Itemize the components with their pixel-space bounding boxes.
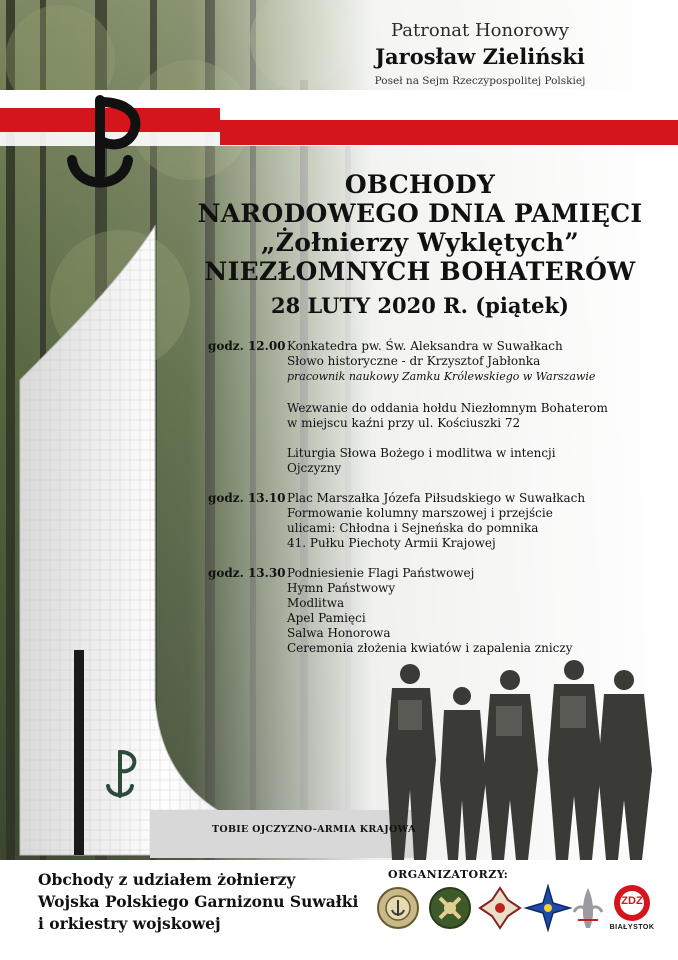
organizers-label: ORGANIZATORZY:	[388, 868, 509, 881]
schedule-entry	[287, 491, 585, 551]
schedule-line: Ceremonia złożenia kwiatów i zapalenia zniczy	[287, 641, 573, 655]
schedule-line: Hymn Państwowy	[287, 581, 396, 595]
logo-2-military-badge-icon	[430, 888, 470, 928]
monument-caption: TOBIE OJCZYZNO-ARMIA KRAJOWA	[212, 824, 416, 835]
event-date: 28 LUTY 2020 R. (piątek)	[271, 293, 569, 318]
heading-line-1: OBCHODY	[344, 170, 496, 199]
monument-slit	[74, 650, 84, 855]
schedule-time: godz. 13.10	[208, 491, 286, 505]
schedule-line: Modlitwa	[287, 596, 345, 610]
schedule-line: Formowanie kolumny marszowej i przejście	[287, 506, 553, 520]
schedule-entry	[287, 401, 608, 431]
schedule-entry	[287, 566, 572, 656]
schedule-entry	[287, 446, 556, 476]
schedule-time: godz. 13.30	[208, 566, 286, 580]
heading-line-2: NARODOWEGO DNIA PAMIĘCI	[197, 199, 643, 228]
schedule-line: Salwa Honorowa	[287, 626, 391, 640]
schedule-line: Wezwanie do oddania hołdu Niezłomnym Bohaterom	[287, 401, 608, 415]
patronage-name: Jarosław Zieliński	[375, 44, 585, 69]
footer-line-1: Obchody z udziałem żołnierzy	[38, 870, 296, 889]
schedule-line: Apel Pamięci	[287, 611, 366, 625]
patronage-role: Poseł na Sejm Rzeczypospolitej Polskiej	[374, 75, 586, 87]
zdz-logo-text: ZDZ	[621, 895, 643, 907]
footer-line-3: i orkiestry wojskowej	[38, 914, 221, 933]
footer-line-2: Wojska Polskiego Garnizonu Suwałki	[38, 892, 359, 911]
schedule-line: Słowo historyczne - dr Krzysztof Jabłonka	[287, 354, 541, 368]
schedule-entry	[287, 339, 595, 384]
schedule-line: Ojczyzny	[287, 461, 342, 475]
flag-red-bar-left	[0, 108, 220, 132]
schedule-line: 41. Pułku Piechoty Armii Krajowej	[287, 536, 496, 550]
schedule-line: w miejscu kaźni przy ul. Kościuszki 72	[287, 416, 521, 430]
schedule-time: godz. 12.00	[208, 339, 286, 353]
patronage-title: Patronat Honorowy	[391, 20, 569, 41]
schedule-line: Konkatedra pw. Św. Aleksandra w Suwałkach	[287, 339, 563, 353]
schedule-line: Liturgia Słowa Bożego i modlitwa w intencji	[287, 446, 556, 460]
schedule-line: pracownik naukowy Zamku Królewskiego w Warszawie	[287, 370, 596, 383]
schedule-line: Plac Marszałka Józefa Piłsudskiego w Suwałkach	[287, 491, 586, 505]
zdz-logo-city: BIAŁYSTOK	[609, 924, 655, 931]
heading-line-4: NIEZŁOMNYCH BOHATERÓW	[204, 257, 636, 286]
logo-1-seal-icon	[378, 888, 418, 928]
schedule-line: ulicami: Chłodna i Sejneńska do pomnika	[287, 521, 539, 535]
heading-line-3: „Żołnierzy Wyklętych”	[260, 228, 580, 257]
flag-red-bar-right	[220, 120, 678, 145]
schedule-line: Podniesienie Flagi Państwowej	[287, 566, 475, 580]
